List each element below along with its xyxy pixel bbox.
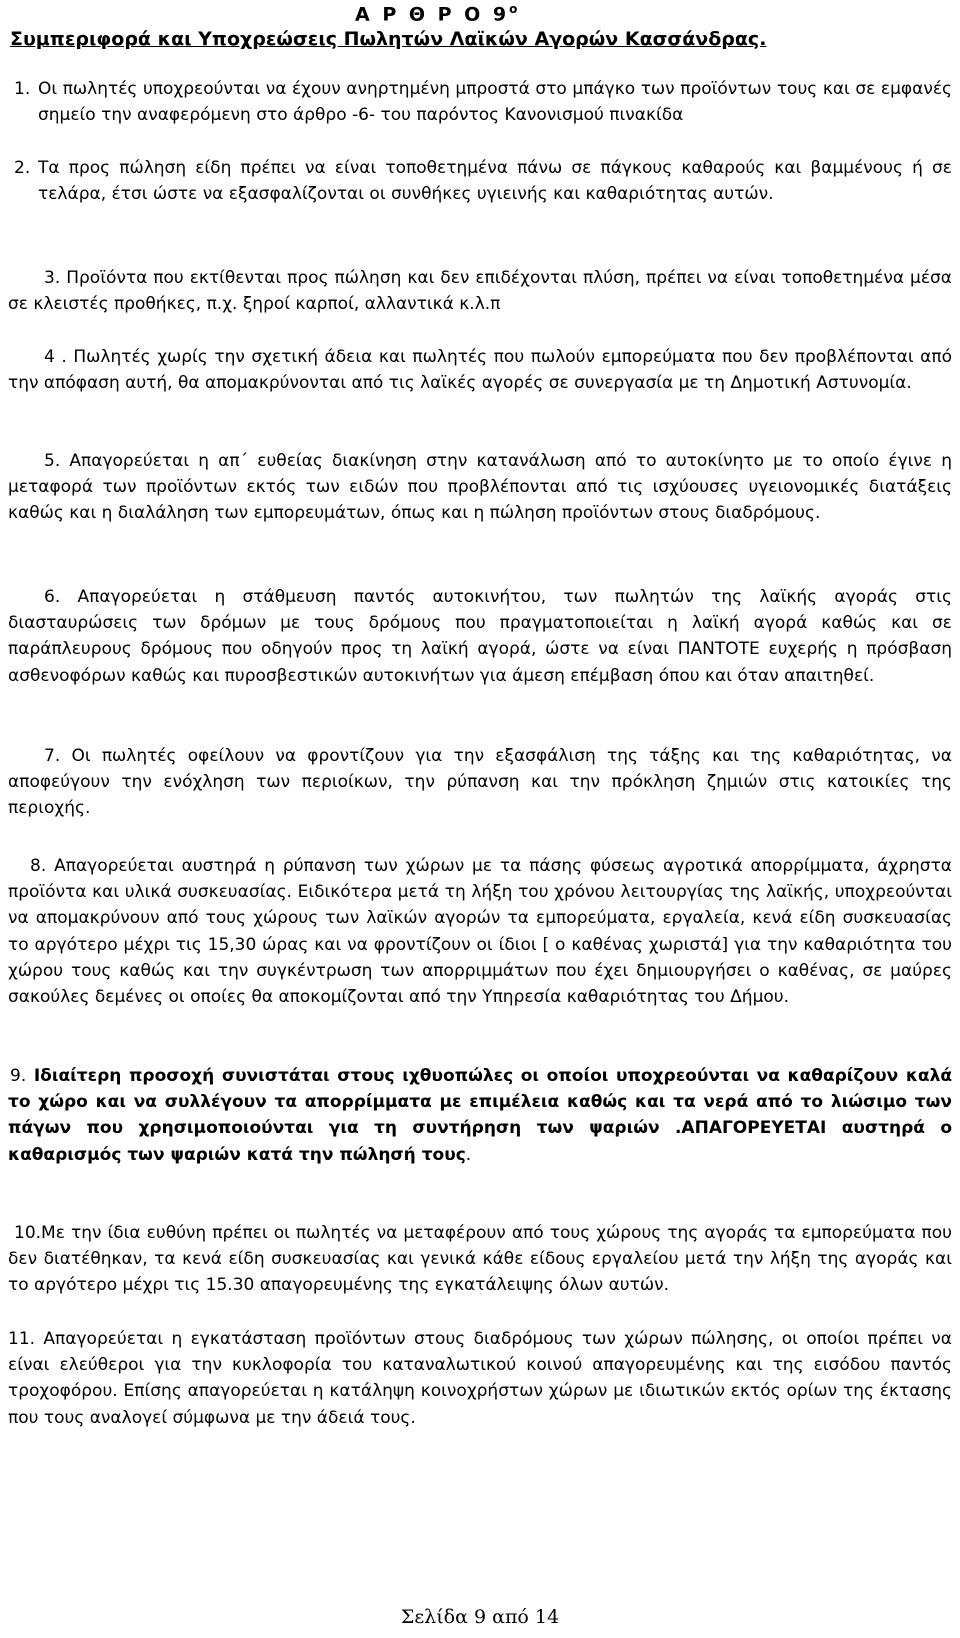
article-item-text: Οι πωλητές υποχρεούνται να έχουν ανηρτημένη μπροστά στο μπάγκο των προϊόντων τους και σε εμφανές σημείο την αναφερόμενη στο άρθρο -6- του παρόντος Κανονισμού πινακίδα <box>38 79 952 126</box>
article-item-number: 7. <box>44 746 61 766</box>
article-title <box>355 2 517 25</box>
article-item-7 <box>8 743 952 822</box>
article-item-3 <box>8 265 952 317</box>
page-number-footer: Σελίδα 9 από 14 <box>400 1606 560 1628</box>
article-item-text: Απαγορεύεται η εγκατάσταση προϊόντων στους διαδρόμους των χώρων πώλησης, οι οποίοι πρέπει να είναι ελεύθεροι για την κυκλοφορία του καταναλωτικού κοινού απαγορευμένης και της εισόδου παντός τροχοφόρου. Επίσης απαγορεύεται η κατάληψη κοινοχρήστων χώρων με ιδιωτικών εκτός ορίων της έκτασης που τους αναλογεί σύμφωνα με την άδειά τους. <box>8 1329 952 1428</box>
article-item-10 <box>8 1220 952 1299</box>
article-title-sup: ο <box>509 2 518 16</box>
article-title-text: Α Ρ Θ Ρ Ο 9 <box>355 3 510 26</box>
article-item-11 <box>8 1326 952 1431</box>
article-item-number: 9. <box>10 1066 27 1086</box>
article-item-text: Απαγορεύεται αυστηρά η ρύπανση των χώρων με τα πάσης φύσεως αγροτικά απορρίμματα, άχρηστα προϊόντα και υλικά συσκευασίας. Ειδικότερα μετά τη λήξη του χρόνου λειτουργίας της λαϊκής, υποχρεούνται να απομακρύνουν από τους χώρους των λαϊκών αγορών τα εμπορεύματα, εργαλεία, κενά είδη συσκευασίας το αργότερο μέχρι τις 15,30 ώρας και να φροντίζουν οι ίδιοι [ ο καθένας χωριστά] για την καθαριότητα του χώρου τους καθώς και την συγκέντρωση των απορριμμάτων που έχει δημιουργήσει ο καθένας, σε μαύρες σακούλες δεμένες οι οποίες θα αποκομίζονται από την Υπηρεσία καθαριότητας του Δήμου. <box>8 856 953 1008</box>
article-item-number: 11. <box>8 1329 36 1349</box>
article-item-5 <box>8 448 952 527</box>
article-item-text: Προϊόντα που εκτίθενται προς πώληση και δεν επιδέχονται πλύση, πρέπει να είναι τοποθετημένα μέσα σε κλειστές προθήκες, π.χ. ξηροί καρποί, αλλαντικά κ.λ.π <box>8 268 953 315</box>
article-item-6 <box>8 584 952 689</box>
article-item-2 <box>8 155 952 207</box>
article-item-9 <box>8 1063 952 1168</box>
article-item-8 <box>8 853 952 1010</box>
article-item-number: 10. <box>14 1223 42 1243</box>
article-item-1 <box>8 76 952 128</box>
article-item-number: 3. <box>44 268 61 288</box>
article-item-text: Ιδιαίτερη προσοχή συνιστάται στους ιχθυοπώλες οι οποίοι υποχρεούνται να καθαρίζουν καλά το χώρο και να συλλέγουν τα απορρίμματα με επιμέλεια καθώς και τα νερά από το λιώσιμο των πάγων που χρησιμοποιούνται για τη συντήρηση των ψαριών .ΑΠΑΓΟΡΕΥΕΤΑΙ αυστηρά ο καθαρισμός των ψαριών κατά την πώλησή τους <box>8 1066 953 1165</box>
article-item-text: Με την ίδια ευθύνη πρέπει οι πωλητές να μεταφέρουν από τους χώρους της αγοράς τα εμπορεύματα που δεν διατέθηκαν, τα κενά είδη συσκευασίας και γενικά κάθε είδους εργαλείου μετά την λήξη της αγοράς και το αργότερο μέχρι τις 15.30 απαγορευμένης της εγκατάλειψης όλων αυτών. <box>8 1223 952 1296</box>
article-subtitle: Συμπεριφορά και Υποχρεώσεις Πωλητών Λαϊκών Αγορών Κασσάνδρας. <box>10 28 767 50</box>
article-item-text: Πωλητές χωρίς την σχετική άδεια και πωλητές που πωλούν εμπορεύματα που δεν προβλέπονται από την απόφαση αυτή, θα απομακρύνονται από τις λαϊκές αγορές σε συνεργασία με τη Δημοτική Αστυνομία. <box>8 347 953 394</box>
article-item-number: 5. <box>44 451 61 471</box>
article-item-number: 1. <box>14 79 31 99</box>
article-item-tail: . <box>465 1144 472 1165</box>
article-item-text: Απαγορεύεται η στάθμευση παντός αυτοκινήτου, των πωλητών της λαϊκής αγοράς στις διασταυρώσεις των δρόμων με τους δρόμους που πραγματοποιείται η λαϊκή αγορά καθώς και σε παράπλευρους δρόμους που οδηγούν προς τη λαϊκή αγορά, ώστε να είναι ΠΑΝΤΟΤΕ ευχερής η πρόσβαση ασθενοφόρων καθώς και πυροσβεστικών αυτοκινήτων για άμεση επέμβαση όπου και όταν απαιτηθεί. <box>8 587 953 686</box>
article-item-text: Απαγορεύεται η απ΄ ευθείας διακίνηση στην κατανάλωση από το αυτοκίνητο με το οποίο έγινε η μεταφορά των προϊόντων εκτός των ειδών που προβλέπονται από τις ισχύουσες υγειονομικές διατάξεις καθώς και η διαλάληση των εμπορευμάτων, όπως και η πώληση προϊόντων στους διαδρόμους. <box>8 451 952 524</box>
article-item-number: 6. <box>44 587 61 607</box>
article-item-number: 4 . <box>44 347 67 367</box>
article-item-4 <box>8 344 952 396</box>
article-item-number: 2. <box>14 158 31 178</box>
article-item-text: Τα προς πώληση είδη πρέπει να είναι τοποθετημένα πάνω σε πάγκους καθαρούς και βαμμένους ή σε τελάρα, έτσι ώστε να εξασφαλίζονται οι συνθήκες υγιεινής και καθαριότητας αυτών. <box>38 158 952 205</box>
article-item-text: Οι πωλητές οφείλουν να φροντίζουν για την εξασφάλιση της τάξης και της καθαριότητας, να αποφεύγουν την ενόχληση των περιοίκων, την ρύπανση και την πρόκληση ζημιών στις κατοικίες της περιοχής. <box>8 746 953 819</box>
article-item-number: 8. <box>30 856 47 876</box>
